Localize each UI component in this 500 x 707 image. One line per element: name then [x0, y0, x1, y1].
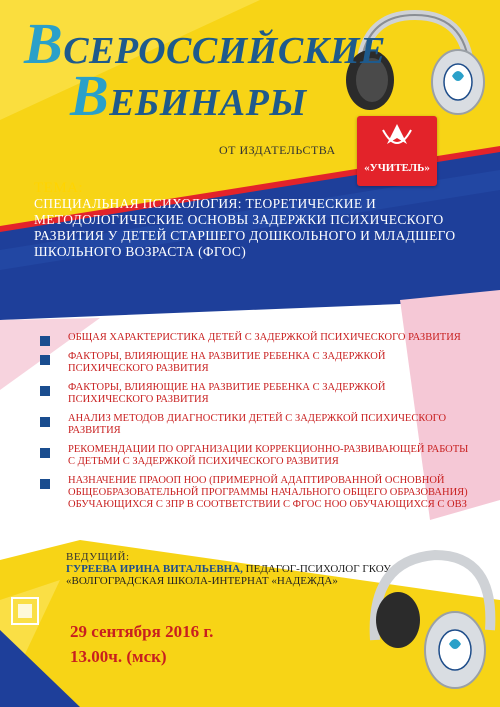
page-title-line-1: ВСЕРОССИЙСКИЕ [24, 11, 386, 76]
page-title-line-2: ВЕБИНАРЫ [70, 63, 307, 128]
list-item: ФАКТОРЫ, ВЛИЯЮЩИЕ НА РАЗВИТИЕ РЕБЕНКА С ЗАДЕРЖКОЙ ПСИХИЧЕСКОГО РАЗВИТИЯ [40, 351, 470, 375]
agenda-list [40, 332, 470, 518]
bullet-square-icon [40, 386, 50, 396]
list-item: ОБЩАЯ ХАРАКТЕРИСТИКА ДЕТЕЙ С ЗАДЕРЖКОЙ ПСИХИЧЕСКОГО РАЗВИТИЯ [40, 332, 470, 344]
logo-emblem-icon [357, 116, 437, 162]
host-name: ГУРЕЕВА ИРИНА ВИТАЛЬЕВНА, [66, 563, 243, 575]
bullet-square-icon [40, 479, 50, 489]
list-item: АНАЛИЗ МЕТОДОВ ДИАГНОСТИКИ ДЕТЕЙ С ЗАДЕРЖКОЙ ПСИХИЧЕСКОГО РАЗВИТИЯ [40, 413, 470, 437]
event-date: 29 сентября 2016 г. [70, 622, 214, 641]
host-label: ВЕДУЩИЙ: [66, 551, 130, 563]
logo-text: «УЧИТЕЛЬ» [364, 162, 430, 174]
topic-label: ТЕМА: [34, 180, 84, 196]
bullet-square-icon [40, 448, 50, 458]
host-info [66, 563, 436, 587]
list-item: НАЗНАЧЕНИЕ ПРАООП НОО (ПРИМЕРНОЙ АДАПТИРОВАННОЙ ОСНОВНОЙ ОБЩЕОБРАЗОВАТЕЛЬНОЙ ПРОГРАММЫ НАЧАЛЬНОГО ОБЩЕГО ОБРАЗОВАНИЯ) ОБУЧАЮЩИХСЯ С ЗПР В СООТВЕТСТВИИ С ФГОС НОО ОБУЧАЮЩИХСЯ С ОВЗ [40, 475, 470, 511]
event-time: 13.00ч. (мск) [70, 647, 167, 666]
list-item: РЕКОМЕНДАЦИИ ПО ОРГАНИЗАЦИИ КОРРЕКЦИОННО-РАЗВИВАЮЩЕЙ РАБОТЫ С ДЕТЬМИ С ЗАДЕРЖКОЙ ПСИХИЧЕСКОГО РАЗВИТИЯ [40, 444, 470, 468]
publisher-logo [357, 116, 437, 186]
bullet-square-icon [40, 417, 50, 427]
list-item: ФАКТОРЫ, ВЛИЯЮЩИЕ НА РАЗВИТИЕ РЕБЕНКА С ЗАДЕРЖКОЙ ПСИХИЧЕСКОГО РАЗВИТИЯ [40, 382, 470, 406]
publisher-label: ОТ ИЗДАТЕЛЬСТВА [219, 143, 336, 157]
topic-text: СПЕЦИАЛЬНАЯ ПСИХОЛОГИЯ: ТЕОРЕТИЧЕСКИЕ И МЕТОДОЛОГИЧЕСКИЕ ОСНОВЫ ЗАДЕРЖКИ ПСИХИЧЕСКОГО РАЗВИТИЯ У ДЕТЕЙ СТАРШЕГО ДОШКОЛЬНОГО И МЛАДШЕГО ШКОЛЬНОГО ВОЗРАСТА (ФГОС) [34, 196, 456, 259]
bullet-square-icon [40, 355, 50, 365]
bullet-square-icon [40, 336, 50, 346]
host-role: ПЕДАГОГ-ПСИХОЛОГ ГКОУ «ВОЛГОГРАДСКАЯ ШКОЛА-ИНТЕРНАТ «НАДЕЖДА» [66, 563, 391, 587]
